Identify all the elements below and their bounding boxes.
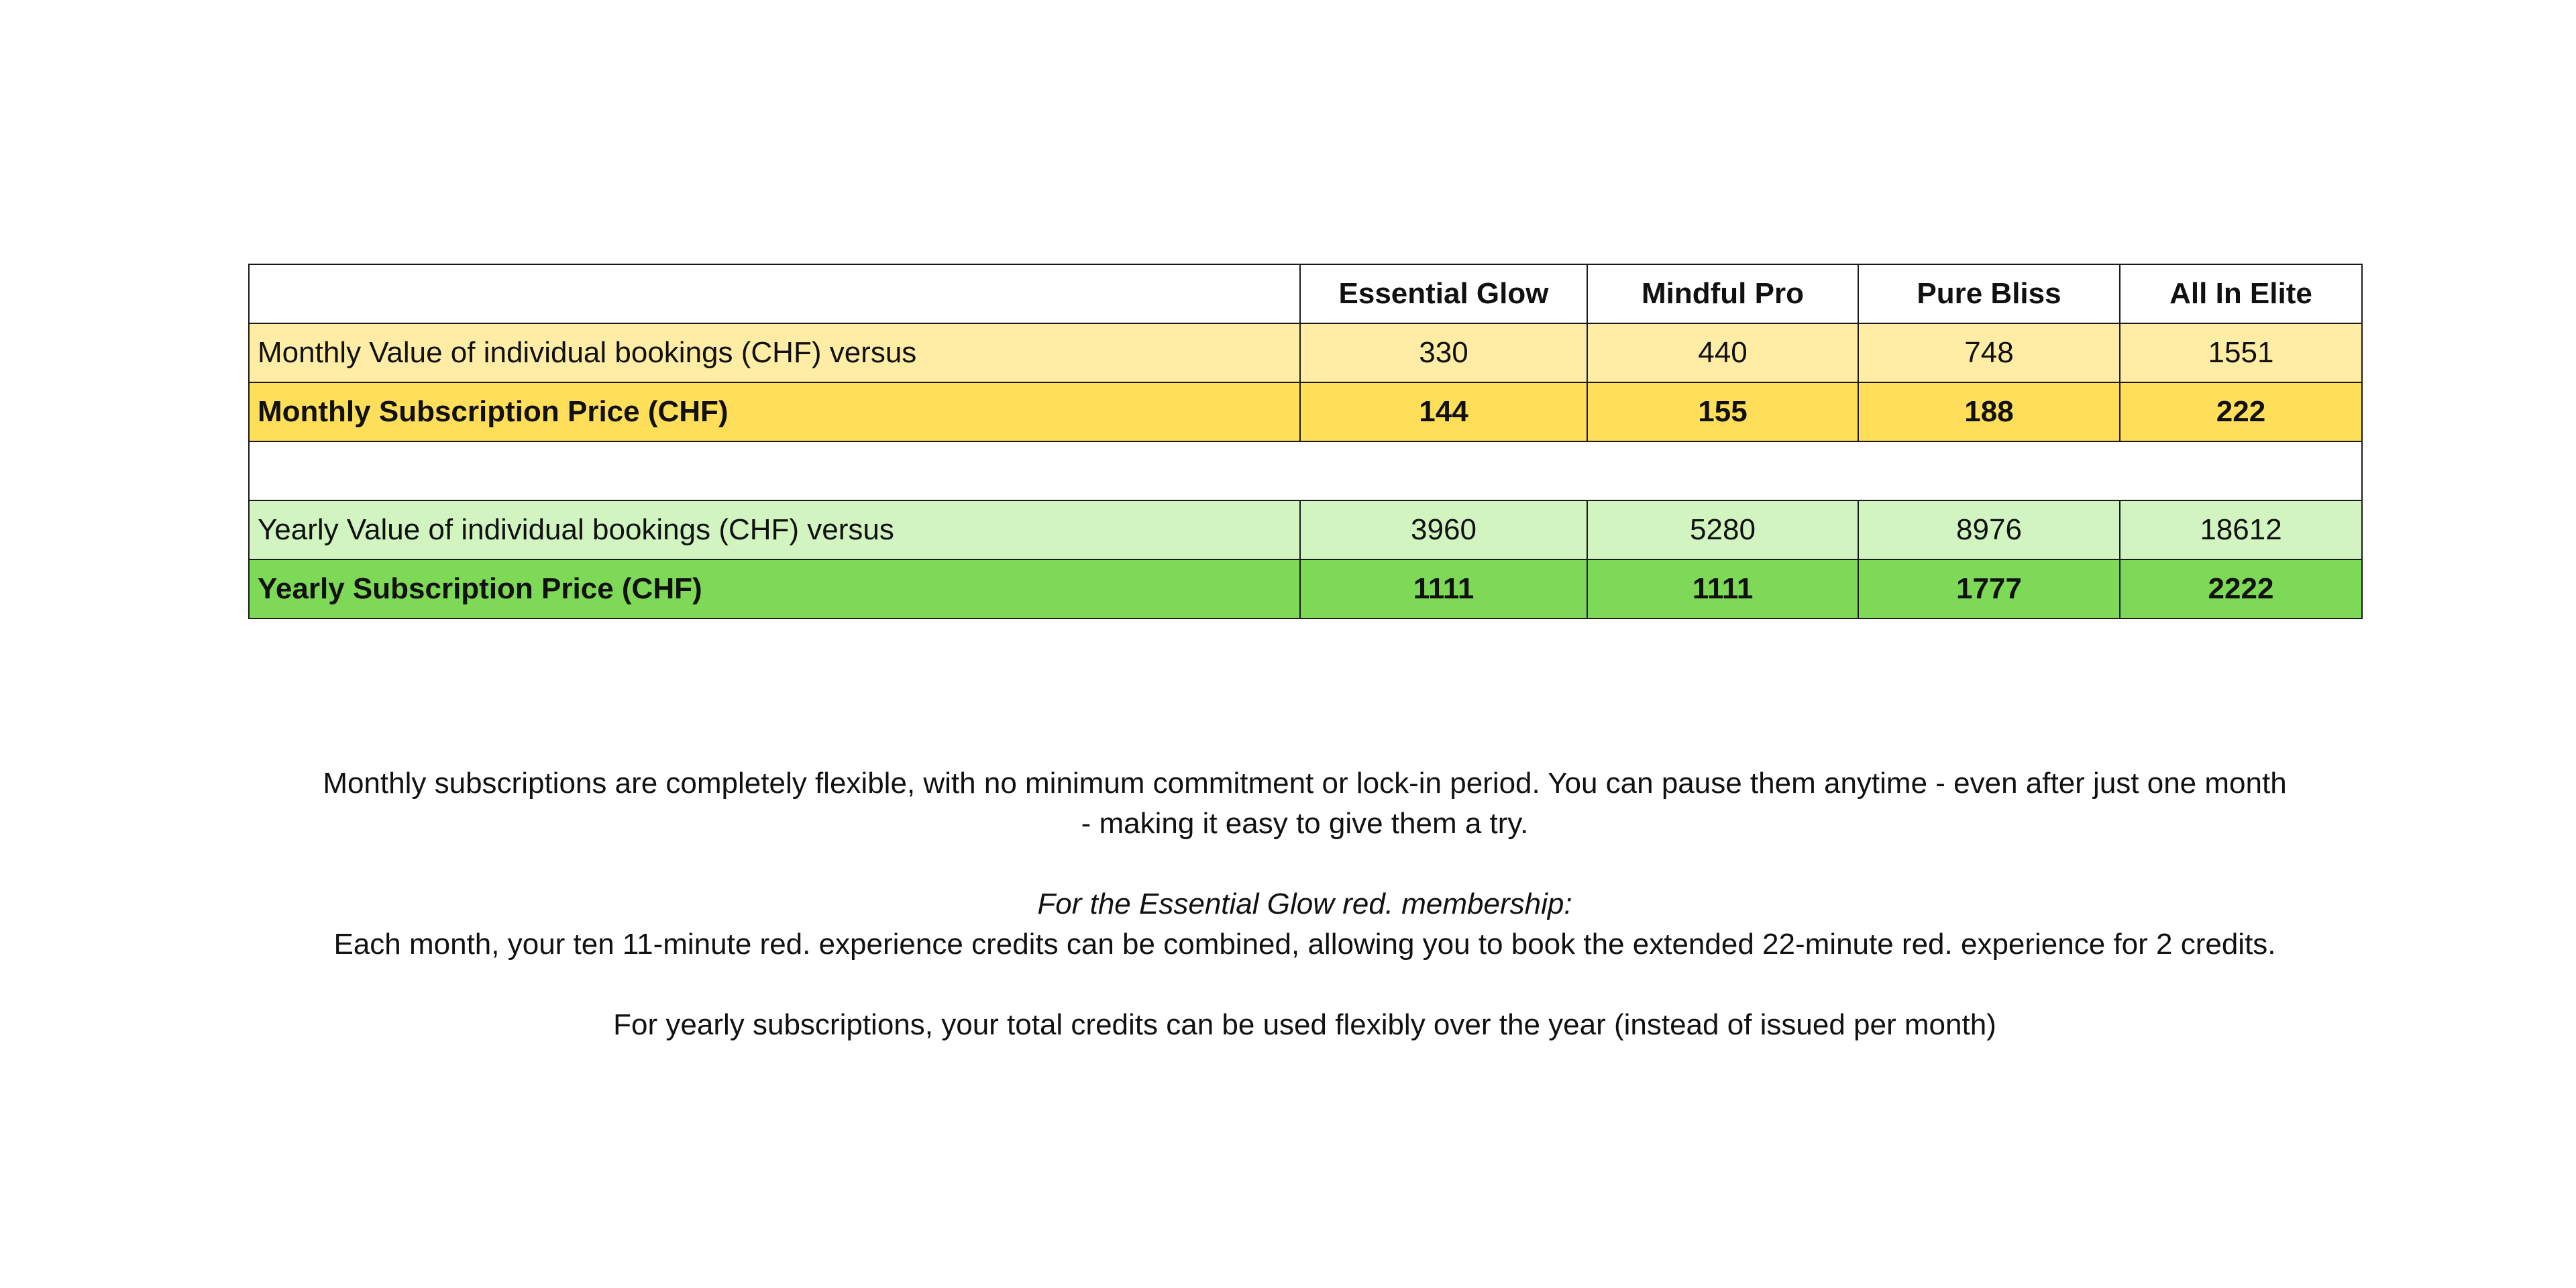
header-mindful-pro: Mindful Pro — [1587, 264, 1858, 323]
table-row-yearly-price — [249, 559, 2362, 619]
header-all-in-elite: All In Elite — [2120, 264, 2362, 323]
yearly-note: For yearly subscriptions, your total credits can be used flexibly over the year (instead of issued per month) — [613, 1008, 1996, 1041]
table-row-monthly-value — [249, 323, 2362, 382]
row-label: Monthly Value of individual bookings (CHF) versus — [249, 323, 1300, 382]
header-pure-bliss: Pure Bliss — [1858, 264, 2120, 323]
essential-glow-note: Each month, your ten 11-minute red. experience credits can be combined, allowing you to book the extended 22-minute red. experience for 2 credits. — [333, 928, 2276, 961]
cell-value: 222 — [2120, 382, 2362, 441]
notes-section — [248, 763, 2361, 1045]
flexibility-note-line1: Monthly subscriptions are completely flexible, with no minimum commitment or lock-in period. You can pause them anytime - even after just one month — [323, 767, 2287, 800]
cell-value: 8976 — [1858, 500, 2120, 559]
header-essential-glow: Essential Glow — [1300, 264, 1587, 323]
row-label: Yearly Subscription Price (CHF) — [249, 559, 1300, 619]
cell-value: 2222 — [2120, 559, 2362, 619]
row-label: Monthly Subscription Price (CHF) — [249, 382, 1300, 441]
spacer-cell — [249, 441, 2362, 500]
notes-spacer — [248, 965, 2361, 1005]
table-row-monthly-price — [249, 382, 2362, 441]
cell-value: 155 — [1587, 382, 1858, 441]
cell-value: 188 — [1858, 382, 2120, 441]
cell-value: 330 — [1300, 323, 1587, 382]
cell-value: 1551 — [2120, 323, 2362, 382]
cell-value: 1111 — [1587, 559, 1858, 619]
cell-value: 440 — [1587, 323, 1858, 382]
pricing-table — [248, 264, 2363, 619]
table-header-row — [249, 264, 2362, 323]
cell-value: 1111 — [1300, 559, 1587, 619]
notes-spacer — [248, 844, 2361, 884]
row-label: Yearly Value of individual bookings (CHF) versus — [249, 500, 1300, 559]
table-spacer-row — [249, 441, 2362, 500]
cell-value: 18612 — [2120, 500, 2362, 559]
cell-value: 3960 — [1300, 500, 1587, 559]
essential-glow-heading: For the Essential Glow red. membership: — [1037, 888, 1572, 920]
header-empty-cell — [249, 264, 1300, 323]
cell-value: 1777 — [1858, 559, 2120, 619]
table-row-yearly-value — [249, 500, 2362, 559]
cell-value: 748 — [1858, 323, 2120, 382]
cell-value: 144 — [1300, 382, 1587, 441]
flexibility-note-line2: - making it easy to give them a try. — [1081, 807, 1529, 840]
cell-value: 5280 — [1587, 500, 1858, 559]
